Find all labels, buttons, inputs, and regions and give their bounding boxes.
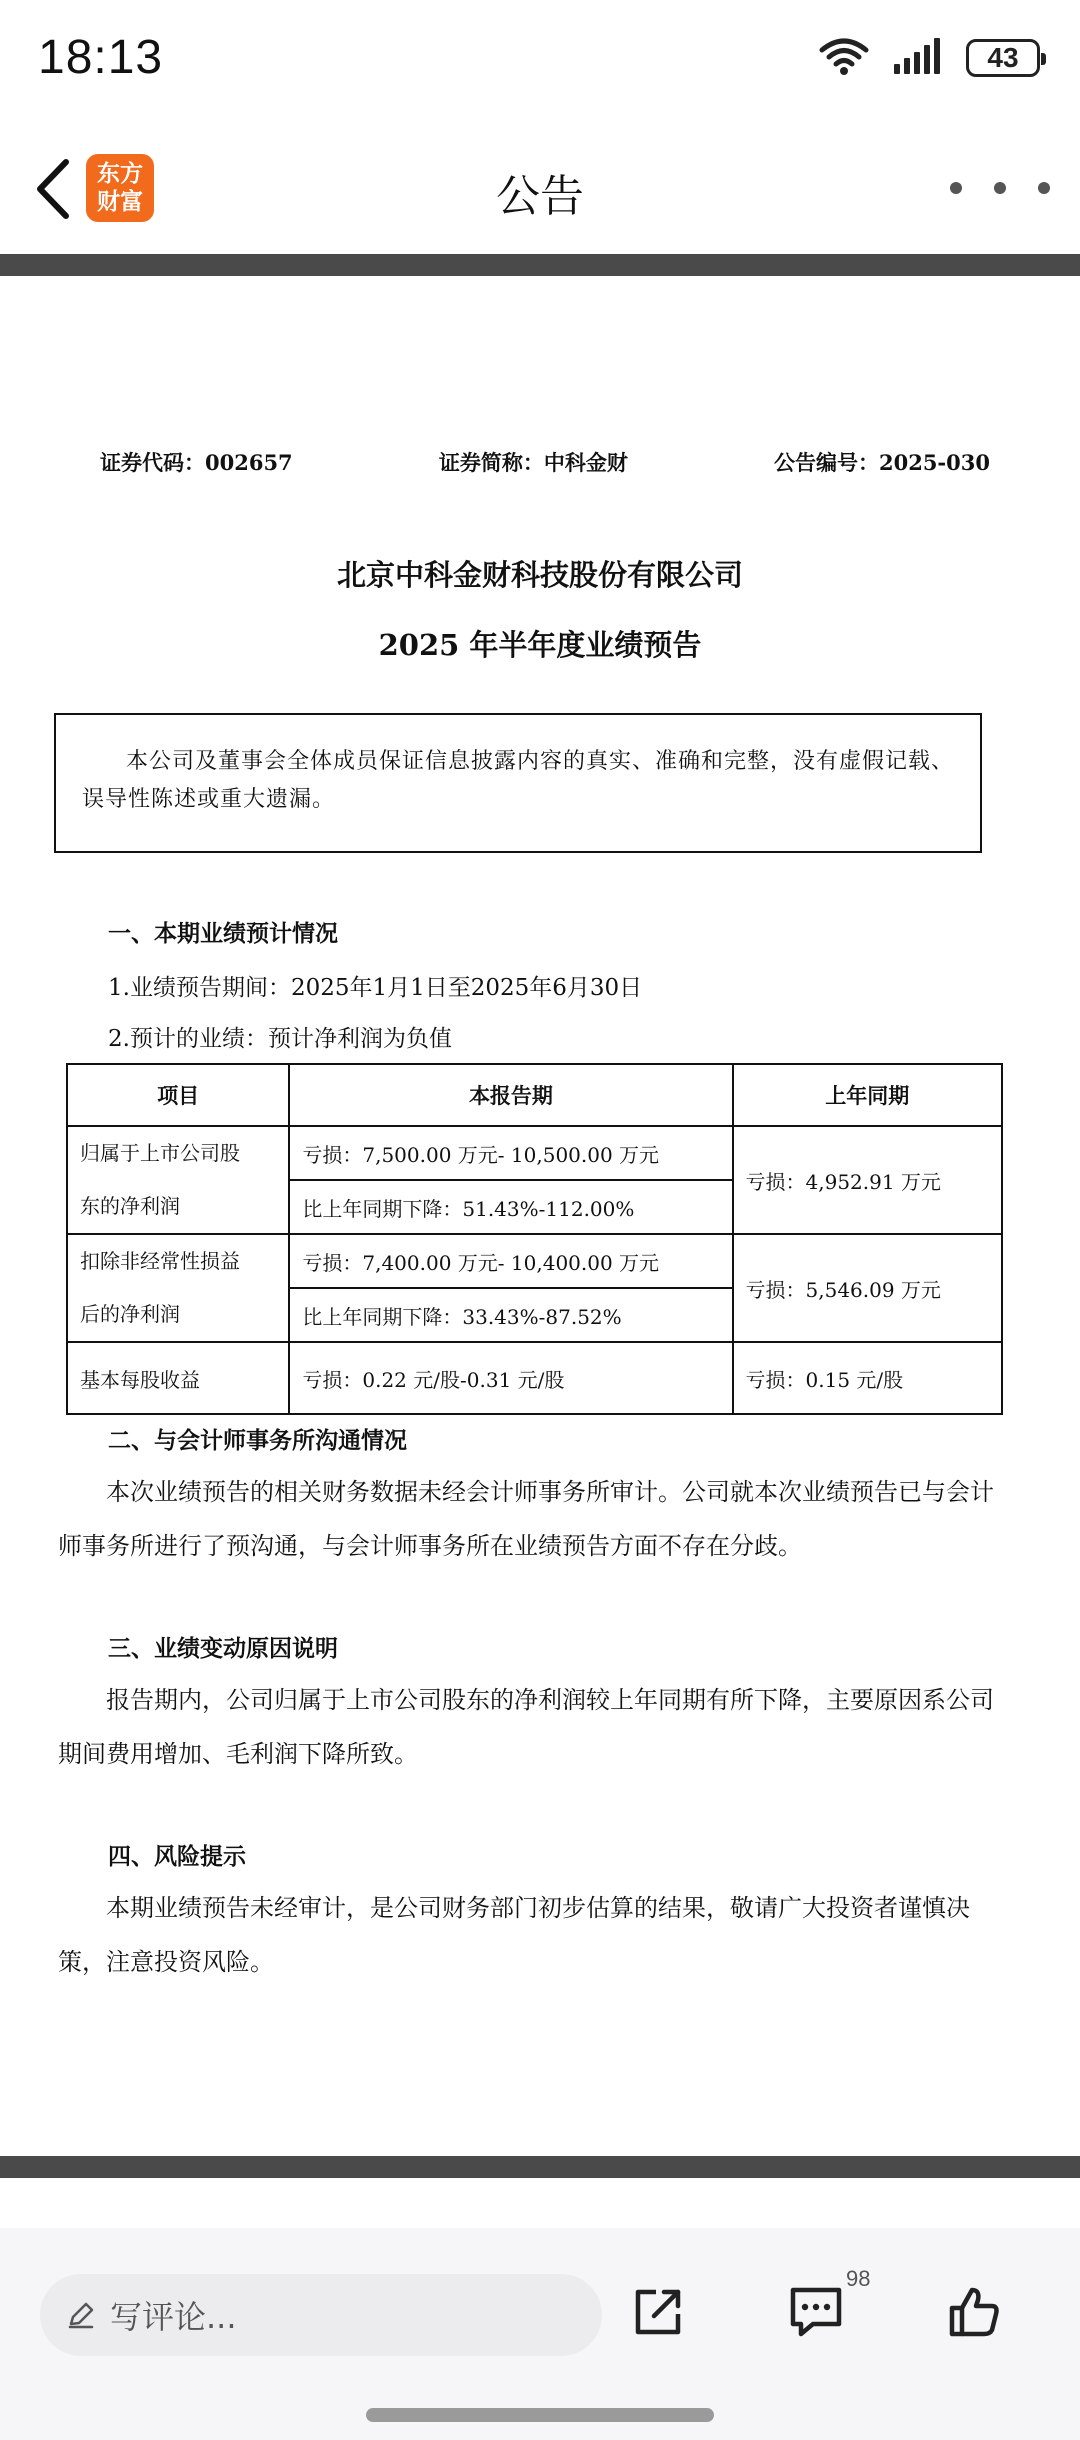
status-time: 18:13 bbox=[38, 31, 164, 84]
table-cell-item: 基本每股收益 bbox=[67, 1342, 289, 1414]
comment-placeholder: 写评论... bbox=[110, 2298, 237, 2336]
status-icons bbox=[818, 36, 1040, 80]
comment-button[interactable] bbox=[784, 2280, 848, 2344]
table-header: 项目 bbox=[67, 1064, 289, 1126]
more-dot-icon bbox=[1038, 182, 1050, 194]
bottom-divider bbox=[0, 2156, 1080, 2178]
section-4-heading: 四、风险提示 bbox=[108, 1843, 246, 1870]
more-dot-icon bbox=[950, 182, 962, 194]
performance-table bbox=[66, 1063, 1003, 1415]
comment-icon bbox=[787, 2284, 845, 2340]
table-row bbox=[67, 1342, 1002, 1414]
table-cell: 亏损：0.22 元/股-0.31 元/股 bbox=[289, 1342, 732, 1414]
comment-input[interactable] bbox=[40, 2274, 602, 2356]
expected-performance: 2.预计的业绩：预计净利润为负值 bbox=[108, 1026, 452, 1052]
page-title: 公告 bbox=[496, 171, 584, 222]
section-1-heading: 一、本期业绩预计情况 bbox=[108, 920, 338, 947]
table-cell: 比上年同期下降：33.43%-87.52% bbox=[289, 1288, 732, 1342]
table-cell: 亏损：4,952.91 万元 bbox=[733, 1126, 1002, 1234]
stock-code: 证券代码：002657 bbox=[100, 450, 293, 475]
table-header: 本报告期 bbox=[289, 1064, 732, 1126]
status-bar bbox=[0, 0, 1080, 120]
wifi-icon bbox=[818, 36, 870, 80]
more-dot-icon bbox=[994, 182, 1006, 194]
comment-count: 98 bbox=[846, 2266, 871, 2291]
section-3-body: 报告期内，公司归属于上市公司股东的净利润较上年同期有所下降，主要原因系公司期间费用增加、毛利润下降所致。 bbox=[58, 1686, 994, 1768]
section-3-heading: 三、业绩变动原因说明 bbox=[108, 1635, 338, 1662]
table-cell: 亏损：7,400.00 万元- 10,400.00 万元 bbox=[289, 1234, 732, 1288]
share-icon bbox=[630, 2284, 686, 2340]
battery-icon: 43 bbox=[966, 39, 1040, 77]
section-4-body: 本期业绩预告未经审计，是公司财务部门初步估算的结果，敬请广大投资者谨慎决策，注意投资风险。 bbox=[58, 1894, 970, 1976]
stock-short-name: 证券简称：中科金财 bbox=[438, 450, 628, 475]
announcement-document bbox=[0, 275, 1080, 2155]
share-button[interactable] bbox=[626, 2280, 690, 2344]
doc-header bbox=[100, 447, 990, 477]
table-header-row bbox=[67, 1064, 1002, 1126]
thumbs-up-icon bbox=[946, 2284, 1002, 2340]
table-header: 上年同期 bbox=[733, 1064, 1002, 1126]
signal-icon bbox=[892, 36, 944, 80]
table-cell: 亏损：7,500.00 万元- 10,500.00 万元 bbox=[289, 1126, 732, 1180]
home-indicator[interactable] bbox=[366, 2408, 714, 2422]
section-2-heading: 二、与会计师事务所沟通情况 bbox=[108, 1427, 407, 1454]
table-row bbox=[67, 1126, 1002, 1180]
company-name: 北京中科金财科技股份有限公司 bbox=[336, 558, 743, 592]
top-divider bbox=[0, 254, 1080, 276]
notice-number: 公告编号：2025-030 bbox=[773, 450, 990, 475]
table-cell: 比上年同期下降：51.43%-112.00% bbox=[289, 1180, 732, 1234]
section-2-body: 本次业绩预告的相关财务数据未经会计师事务所审计。公司就本次业绩预告已与会计师事务所进行了预沟通，与会计师事务所在业绩预告方面不存在分歧。 bbox=[58, 1478, 994, 1560]
pencil-icon bbox=[66, 2300, 96, 2330]
table-cell: 亏损：0.15 元/股 bbox=[733, 1342, 1002, 1414]
like-button[interactable] bbox=[942, 2280, 1006, 2344]
disclosure-notice: 本公司及董事会全体成员保证信息披露内容的真实、准确和完整，没有虚假记载、误导性陈述或重大遗漏。 bbox=[54, 713, 982, 853]
table-cell-item: 扣除非经常性损益 后的净利润 bbox=[67, 1234, 289, 1342]
table-cell: 亏损：5,546.09 万元 bbox=[733, 1234, 1002, 1342]
bottom-action-bar bbox=[0, 2228, 1080, 2440]
nav-bar bbox=[0, 130, 1080, 248]
more-button[interactable] bbox=[950, 170, 1050, 206]
app-logo: 东方 财富 bbox=[86, 154, 154, 222]
forecast-period: 1.业绩预告期间：2025年1月1日至2025年6月30日 bbox=[108, 975, 643, 1001]
table-cell-item: 归属于上市公司股 东的净利润 bbox=[67, 1126, 289, 1234]
table-row bbox=[67, 1234, 1002, 1288]
report-title: 2025 年半年度业绩预告 bbox=[378, 628, 702, 662]
